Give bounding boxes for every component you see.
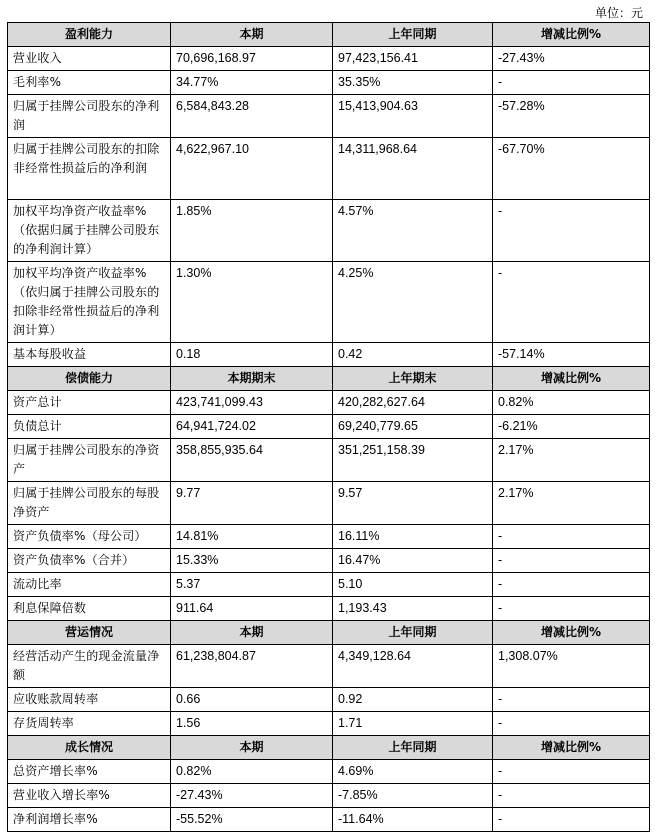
change-value: 0.82% (493, 391, 650, 415)
table-row (8, 71, 650, 95)
table-row (8, 597, 650, 621)
previous-value: 15,413,904.63 (333, 95, 493, 138)
table-row (8, 391, 650, 415)
table-row (8, 525, 650, 549)
table-row (8, 138, 650, 200)
section-header-row (8, 367, 650, 391)
column-header: 上年同期 (333, 23, 493, 47)
table-row (8, 549, 650, 573)
row-label: 资产负债率%（母公司） (8, 525, 171, 549)
change-value: -27.43% (493, 47, 650, 71)
row-label: 应收账款周转率 (8, 688, 171, 712)
change-value: 1,308.07% (493, 645, 650, 688)
row-label: 总资产增长率% (8, 760, 171, 784)
table-row (8, 573, 650, 597)
row-label: 加权平均净资产收益率%（依据归属于挂牌公司股东的净利润计算） (8, 200, 171, 262)
previous-value: 1.71 (333, 712, 493, 736)
table-row (8, 712, 650, 736)
row-label: 资产总计 (8, 391, 171, 415)
previous-value: 69,240,779.65 (333, 415, 493, 439)
section-title: 偿债能力 (8, 367, 171, 391)
previous-value: 1,193.43 (333, 597, 493, 621)
column-header: 上年同期 (333, 736, 493, 760)
previous-value: 14,311,968.64 (333, 138, 493, 200)
current-value: 4,622,967.10 (171, 138, 333, 200)
change-value: - (493, 200, 650, 262)
change-value: - (493, 597, 650, 621)
table-row (8, 415, 650, 439)
current-value: 1.30% (171, 262, 333, 343)
current-value: 0.82% (171, 760, 333, 784)
current-value: 64,941,724.02 (171, 415, 333, 439)
table-row (8, 343, 650, 367)
previous-value: 4,349,128.64 (333, 645, 493, 688)
row-label: 营业收入 (8, 47, 171, 71)
row-label: 营业收入增长率% (8, 784, 171, 808)
section-title: 盈利能力 (8, 23, 171, 47)
previous-value: 16.11% (333, 525, 493, 549)
current-value: 5.37 (171, 573, 333, 597)
previous-value: 35.35% (333, 71, 493, 95)
previous-value: 9.57 (333, 482, 493, 525)
change-value: - (493, 784, 650, 808)
change-value: - (493, 262, 650, 343)
current-value: 15.33% (171, 549, 333, 573)
current-value: 1.56 (171, 712, 333, 736)
row-label: 净利润增长率% (8, 808, 171, 832)
row-label: 归属于挂牌公司股东的扣除非经常性损益后的净利润 (8, 138, 171, 200)
column-header: 本期 (171, 736, 333, 760)
row-label: 归属于挂牌公司股东的每股净资产 (8, 482, 171, 525)
current-value: 0.66 (171, 688, 333, 712)
table-row (8, 439, 650, 482)
column-header: 增减比例% (493, 736, 650, 760)
table-row (8, 95, 650, 138)
current-value: 358,855,935.64 (171, 439, 333, 482)
change-value: -57.14% (493, 343, 650, 367)
current-value: 70,696,168.97 (171, 47, 333, 71)
table-row (8, 808, 650, 832)
current-value: -27.43% (171, 784, 333, 808)
current-value: 911.64 (171, 597, 333, 621)
change-value: - (493, 688, 650, 712)
previous-value: 16.47% (333, 549, 493, 573)
section-header-row (8, 621, 650, 645)
table-row (8, 47, 650, 71)
row-label: 经营活动产生的现金流量净额 (8, 645, 171, 688)
row-label: 存货周转率 (8, 712, 171, 736)
row-label: 归属于挂牌公司股东的净利润 (8, 95, 171, 138)
current-value: 6,584,843.28 (171, 95, 333, 138)
previous-value: -7.85% (333, 784, 493, 808)
previous-value: 0.92 (333, 688, 493, 712)
row-label: 毛利率% (8, 71, 171, 95)
section-header-row (8, 736, 650, 760)
unit-label: 单位：元 (594, 6, 643, 20)
table-row (8, 262, 650, 343)
row-label: 流动比率 (8, 573, 171, 597)
row-label: 归属于挂牌公司股东的净资产 (8, 439, 171, 482)
current-value: 0.18 (171, 343, 333, 367)
column-header: 本期 (171, 621, 333, 645)
change-value: 2.17% (493, 439, 650, 482)
column-header: 本期期末 (171, 367, 333, 391)
column-header: 增减比例% (493, 367, 650, 391)
previous-value: 4.69% (333, 760, 493, 784)
previous-value: 97,423,156.41 (333, 47, 493, 71)
row-label: 加权平均净资产收益率%（依归属于挂牌公司股东的扣除非经常性损益后的净利润计算） (8, 262, 171, 343)
change-value: -67.70% (493, 138, 650, 200)
section-header-row (8, 23, 650, 47)
current-value: 34.77% (171, 71, 333, 95)
previous-value: 420,282,627.64 (333, 391, 493, 415)
change-value: - (493, 573, 650, 597)
column-header: 本期 (171, 23, 333, 47)
current-value: 61,238,804.87 (171, 645, 333, 688)
table-row (8, 645, 650, 688)
previous-value: 5.10 (333, 573, 493, 597)
row-label: 基本每股收益 (8, 343, 171, 367)
previous-value: 4.57% (333, 200, 493, 262)
section-title: 成长情况 (8, 736, 171, 760)
current-value: -55.52% (171, 808, 333, 832)
table-row (8, 784, 650, 808)
previous-value: 0.42 (333, 343, 493, 367)
column-header: 增减比例% (493, 23, 650, 47)
current-value: 1.85% (171, 200, 333, 262)
table-row (8, 760, 650, 784)
change-value: - (493, 712, 650, 736)
change-value: 2.17% (493, 482, 650, 525)
current-value: 14.81% (171, 525, 333, 549)
change-value: -57.28% (493, 95, 650, 138)
change-value: - (493, 549, 650, 573)
financial-indicators-table (7, 22, 650, 832)
previous-value: -11.64% (333, 808, 493, 832)
table-row (8, 688, 650, 712)
change-value: - (493, 71, 650, 95)
row-label: 利息保障倍数 (8, 597, 171, 621)
column-header: 上年期末 (333, 367, 493, 391)
current-value: 9.77 (171, 482, 333, 525)
change-value: - (493, 525, 650, 549)
table-row (8, 200, 650, 262)
table-row (8, 482, 650, 525)
column-header: 上年同期 (333, 621, 493, 645)
change-value: - (493, 808, 650, 832)
current-value: 423,741,099.43 (171, 391, 333, 415)
section-title: 营运情况 (8, 621, 171, 645)
column-header: 增减比例% (493, 621, 650, 645)
table-body (8, 23, 650, 832)
change-value: -6.21% (493, 415, 650, 439)
row-label: 负债总计 (8, 415, 171, 439)
previous-value: 351,251,158.39 (333, 439, 493, 482)
previous-value: 4.25% (333, 262, 493, 343)
change-value: - (493, 760, 650, 784)
row-label: 资产负债率%（合并） (8, 549, 171, 573)
